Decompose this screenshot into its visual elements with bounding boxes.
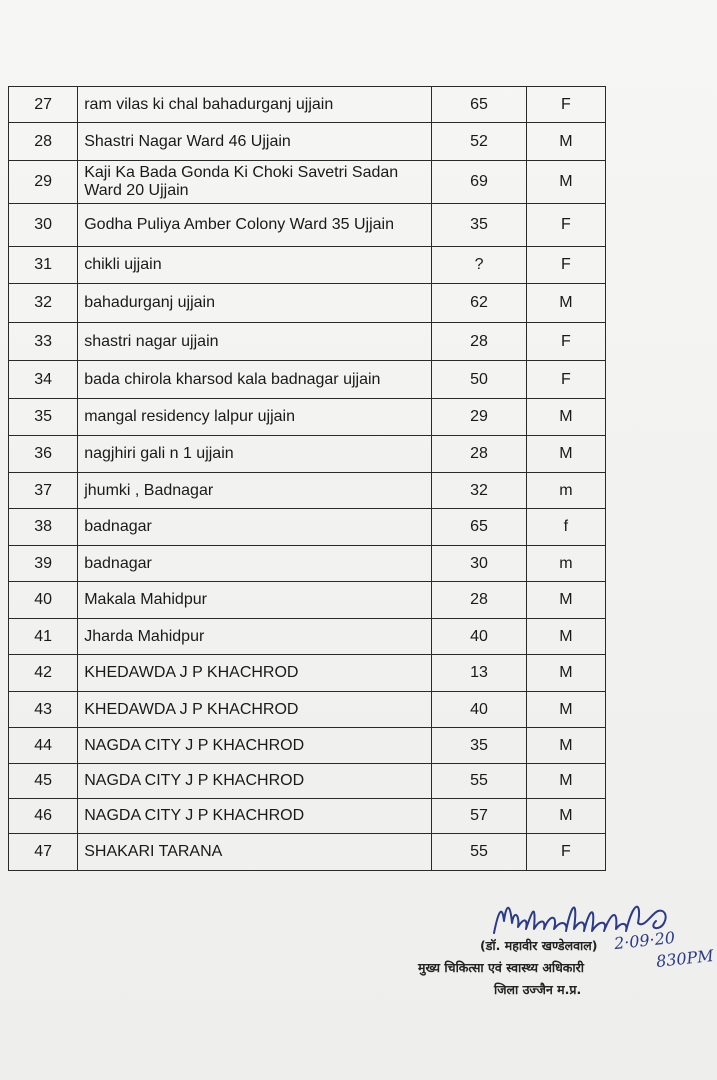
serial-number-cell: 38 [9, 509, 78, 546]
address-cell: KHEDAWDA J P KHACHROD [78, 655, 432, 692]
age-cell: 32 [432, 473, 526, 509]
address-cell: NAGDA CITY J P KHACHROD [78, 799, 432, 834]
sex-cell: F [526, 361, 605, 399]
table-row [9, 247, 606, 284]
serial-number-cell: 39 [9, 546, 78, 582]
serial-number-cell: 36 [9, 436, 78, 473]
address-cell: NAGDA CITY J P KHACHROD [78, 728, 432, 764]
age-cell: 13 [432, 655, 526, 692]
sex-cell: M [526, 764, 605, 799]
address-cell: Kaji Ka Bada Gonda Ki Choki Savetri Sadan Ward 20 Ujjain [78, 161, 432, 204]
address-cell: Jharda Mahidpur [78, 619, 432, 655]
age-cell: 29 [432, 399, 526, 436]
table-row [9, 655, 606, 692]
serial-number-cell: 45 [9, 764, 78, 799]
officer-designation: मुख्य चिकित्सा एवं स्वास्थ्य अधिकारी [418, 960, 584, 975]
age-cell: 55 [432, 834, 526, 871]
address-cell: Makala Mahidpur [78, 582, 432, 619]
address-cell: Shastri Nagar Ward 46 Ujjain [78, 123, 432, 161]
serial-number-cell: 37 [9, 473, 78, 509]
age-cell: 40 [432, 692, 526, 728]
address-cell: bahadurganj ujjain [78, 284, 432, 323]
address-cell: shastri nagar ujjain [78, 323, 432, 361]
age-cell: 65 [432, 509, 526, 546]
address-cell: badnagar [78, 546, 432, 582]
officer-name: (डॉ. महावीर खण्डेलवाल) [480, 938, 598, 953]
table-row [9, 728, 606, 764]
sex-cell: F [526, 87, 605, 123]
address-cell: badnagar [78, 509, 432, 546]
signature-block [416, 893, 716, 997]
sex-cell: f [526, 509, 605, 546]
age-cell: 30 [432, 546, 526, 582]
sex-cell: M [526, 728, 605, 764]
sex-cell: M [526, 692, 605, 728]
serial-number-cell: 31 [9, 247, 78, 284]
serial-number-cell: 33 [9, 323, 78, 361]
sex-cell: M [526, 123, 605, 161]
patient-list-table [8, 86, 606, 871]
handwritten-time: 830PM [655, 946, 715, 971]
office-location: जिला उज्जैन म.प्र. [494, 982, 582, 997]
sex-cell: F [526, 834, 605, 871]
address-cell: Godha Puliya Amber Colony Ward 35 Ujjain [78, 204, 432, 247]
sex-cell: M [526, 619, 605, 655]
address-cell: ram vilas ki chal bahadurganj ujjain [78, 87, 432, 123]
serial-number-cell: 35 [9, 399, 78, 436]
age-cell: 55 [432, 764, 526, 799]
address-cell: bada chirola kharsod kala badnagar ujjain [78, 361, 432, 399]
serial-number-cell: 44 [9, 728, 78, 764]
address-cell: jhumki , Badnagar [78, 473, 432, 509]
address-cell: KHEDAWDA J P KHACHROD [78, 692, 432, 728]
serial-number-cell: 40 [9, 582, 78, 619]
table-row [9, 123, 606, 161]
table-row [9, 546, 606, 582]
sex-cell: M [526, 284, 605, 323]
serial-number-cell: 32 [9, 284, 78, 323]
serial-number-cell: 42 [9, 655, 78, 692]
sex-cell: M [526, 161, 605, 204]
table-row [9, 764, 606, 799]
table-row [9, 834, 606, 871]
table-row [9, 161, 606, 204]
handwritten-signature [488, 893, 708, 943]
table-row [9, 692, 606, 728]
serial-number-cell: 34 [9, 361, 78, 399]
age-cell: 28 [432, 582, 526, 619]
age-cell: 69 [432, 161, 526, 204]
age-cell: 52 [432, 123, 526, 161]
age-cell: 28 [432, 323, 526, 361]
table-row [9, 87, 606, 123]
age-cell: 57 [432, 799, 526, 834]
age-cell: ? [432, 247, 526, 284]
sex-cell: M [526, 655, 605, 692]
table-row [9, 473, 606, 509]
age-cell: 35 [432, 204, 526, 247]
address-cell: nagjhiri gali n 1 ujjain [78, 436, 432, 473]
table-row [9, 284, 606, 323]
table-row [9, 361, 606, 399]
address-cell: mangal residency lalpur ujjain [78, 399, 432, 436]
serial-number-cell: 46 [9, 799, 78, 834]
sex-cell: F [526, 247, 605, 284]
serial-number-cell: 43 [9, 692, 78, 728]
serial-number-cell: 28 [9, 123, 78, 161]
table-row [9, 204, 606, 247]
age-cell: 35 [432, 728, 526, 764]
table-row [9, 619, 606, 655]
table-row [9, 582, 606, 619]
address-cell: NAGDA CITY J P KHACHROD [78, 764, 432, 799]
table-row [9, 436, 606, 473]
sex-cell: F [526, 323, 605, 361]
serial-number-cell: 30 [9, 204, 78, 247]
sex-cell: M [526, 582, 605, 619]
age-cell: 62 [432, 284, 526, 323]
serial-number-cell: 27 [9, 87, 78, 123]
age-cell: 50 [432, 361, 526, 399]
sex-cell: M [526, 399, 605, 436]
sex-cell: m [526, 473, 605, 509]
address-cell: chikli ujjain [78, 247, 432, 284]
table-row [9, 799, 606, 834]
table-row [9, 323, 606, 361]
table-row [9, 509, 606, 546]
serial-number-cell: 47 [9, 834, 78, 871]
sex-cell: m [526, 546, 605, 582]
handwritten-date: 2·09·20 [613, 927, 676, 954]
serial-number-cell: 29 [9, 161, 78, 204]
age-cell: 28 [432, 436, 526, 473]
age-cell: 40 [432, 619, 526, 655]
age-cell: 65 [432, 87, 526, 123]
table-body [9, 87, 606, 871]
table-row [9, 399, 606, 436]
serial-number-cell: 41 [9, 619, 78, 655]
sex-cell: M [526, 436, 605, 473]
sex-cell: F [526, 204, 605, 247]
sex-cell: M [526, 799, 605, 834]
address-cell: SHAKARI TARANA [78, 834, 432, 871]
